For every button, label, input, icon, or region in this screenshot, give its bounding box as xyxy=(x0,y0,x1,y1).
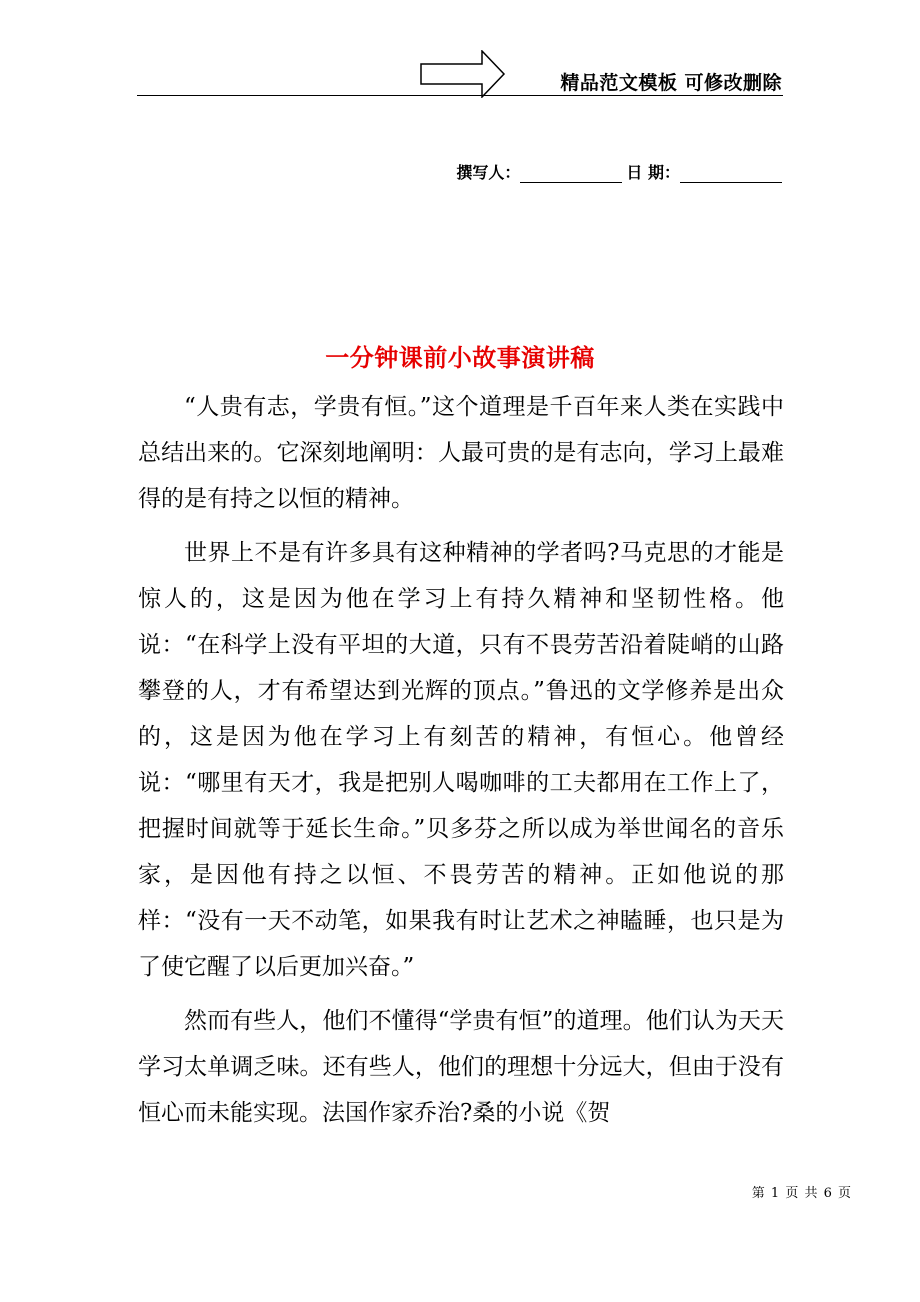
paragraph-2: 世界上不是有许多具有这种精神的学者吗?马克思的才能是惊人的，这是因为他在学习上有持久精神和坚韧性格。他说：“在科学上没有平坦的大道，只有不畏劳苦沿着陡峭的山路攀登的人，才有希望达到光辉的顶点。”鲁迅的文学修养是出众的，这是因为他在学习上有刻苦的精神，有恒心。他曾经说：“哪里有天才，我是把别人喝咖啡的工夫都用在工作上了，把握时间就等于延长生命。”贝多芬之所以成为举世闻名的音乐家，是因他有持之以恒、不畏劳苦的精神。正如他说的那样：“没有一天不动笔，如果我有时让艺术之神瞌睡，也只是为了使它醒了以后更加兴奋。” xyxy=(138,540,784,980)
arrow-icon xyxy=(420,50,506,98)
author-label: 撰写人： xyxy=(456,163,521,182)
date-blank-line xyxy=(680,164,782,183)
paragraph-3: 然而有些人，他们不懂得“学贵有恒”的道理。他们认为天天学习太单调乏味。还有些人，他们的理想十分远大，但由于没有恒心而未能实现。法国作家乔治?桑的小说《贺 xyxy=(138,1008,784,1126)
paragraph-1: “人贵有志，学贵有恒。”这个道理是千百年来人类在实践中总结出来的。它深刻地阐明：人最可贵的是有志向，学习上最难得的是有持之以恒的精神。 xyxy=(138,394,784,512)
author-date-row xyxy=(456,160,782,183)
page-number: 第 1 页 共 6 页 xyxy=(751,1186,852,1201)
document-title: 一分钟课前小故事演讲稿 xyxy=(325,344,595,372)
date-label: 日 期： xyxy=(626,163,680,182)
header-label: 精品范文模板 可修改删除 xyxy=(560,72,782,94)
document-body xyxy=(138,384,784,1144)
header-divider xyxy=(137,95,783,96)
author-blank-line xyxy=(520,164,622,183)
